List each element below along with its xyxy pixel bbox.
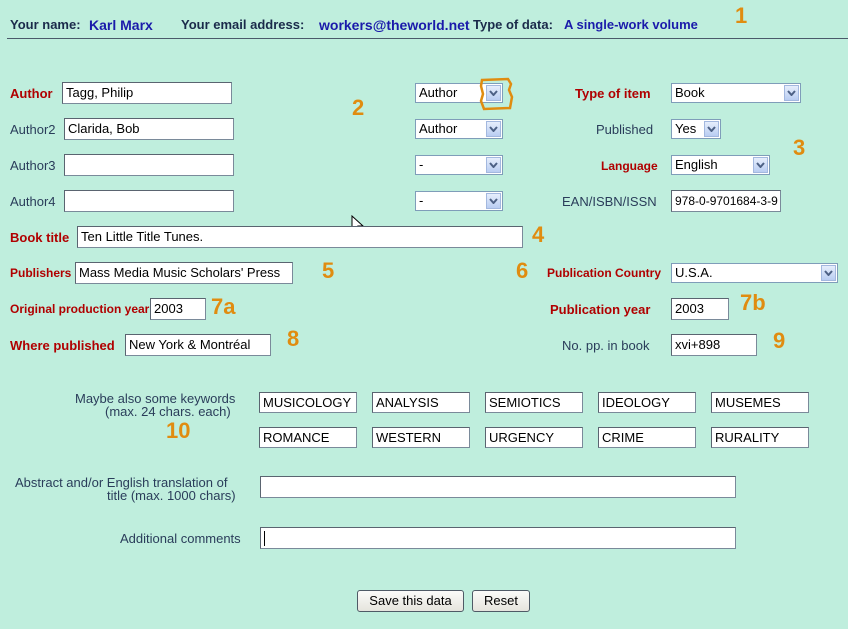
pages-input[interactable]: xvi+898 [671,334,757,356]
data-type-value: A single-work volume [564,17,698,32]
dropdown-highlight-mark [478,76,514,112]
abstract-hint: title (max. 1000 chars) [107,488,236,503]
name-value: Karl Marx [89,17,153,33]
author4-role-value: - [419,193,424,208]
book-title-label: Book title [10,230,70,245]
author2-label: Author2 [10,122,56,137]
keyword-input-7[interactable]: WESTERN [372,427,470,448]
author2-role-select[interactable] [415,119,503,139]
author-label: Author [10,86,53,101]
author3-input[interactable] [64,154,234,176]
ean-isbn-input[interactable]: 978-0-9701684-3-9 [671,190,781,212]
original-year-input[interactable]: 2003 [150,298,206,320]
keyword-input-8[interactable]: URGENCY [485,427,583,448]
comments-input[interactable] [260,527,736,549]
keywords-hint: (max. 24 chars. each) [105,404,231,419]
original-year-label: Original production year [10,302,150,316]
language-value: English [675,157,718,172]
author4-input[interactable] [64,190,234,212]
keyword-input-10[interactable]: RURALITY [711,427,809,448]
chevron-down-icon [821,265,836,281]
publication-year-input[interactable]: 2003 [671,298,729,320]
ean-isbn-label: EAN/ISBN/ISSN [562,194,657,209]
publishers-input[interactable]: Mass Media Music Scholars' Press [75,262,293,284]
chevron-down-icon [704,121,719,137]
author2-role-value: Author [419,121,458,136]
annotation-7b: 7b [740,290,766,315]
publication-country-select[interactable] [671,263,838,283]
language-select[interactable] [671,155,770,175]
author3-role-select[interactable] [415,155,503,175]
keyword-input-4[interactable]: IDEOLOGY [598,392,696,413]
email-value: workers@theworld.net [319,17,470,33]
annotation-4: 4 [532,222,545,247]
published-value: Yes [675,121,697,136]
data-type-label: Type of data: [473,17,553,32]
keyword-input-3[interactable]: SEMIOTICS [485,392,583,413]
type-of-item-select[interactable] [671,83,801,103]
annotation-10: 10 [166,418,191,443]
type-of-item-label: Type of item [575,86,651,101]
publication-country-label: Publication Country [547,266,661,280]
save-button[interactable]: Save this data [357,590,464,612]
text-caret [264,531,265,546]
annotation-7a: 7a [211,294,236,319]
comments-label: Additional comments [120,531,241,546]
publication-country-value: U.S.A. [675,265,713,280]
abstract-label: Abstract and/or English translation of [15,475,228,490]
reset-button[interactable]: Reset [472,590,530,612]
annotation-2: 2 [352,95,365,120]
author4-label: Author4 [10,194,56,209]
annotation-1: 1 [735,3,748,28]
keyword-input-1[interactable]: MUSICOLOGY [259,392,357,413]
author3-role-value: - [419,157,424,172]
book-title-input[interactable]: Ten Little Title Tunes. [77,226,523,248]
type-of-item-value: Book [675,85,705,100]
annotation-6: 6 [516,258,529,283]
keywords-label: Maybe also some keywords [75,391,236,406]
author-input[interactable]: Tagg, Philip [62,82,232,104]
author-role-value: Author [419,85,458,100]
keyword-input-5[interactable]: MUSEMES [711,392,809,413]
publication-year-label: Publication year [550,302,651,317]
publishers-label: Publishers [10,266,72,280]
author3-label: Author3 [10,158,56,173]
annotation-5: 5 [322,258,335,283]
chevron-down-icon [753,157,768,173]
pages-label: No. pp. in book [562,338,650,353]
chevron-down-icon [486,157,501,173]
published-select[interactable] [671,119,721,139]
published-label: Published [596,122,654,137]
header-divider [7,38,848,39]
keyword-input-6[interactable]: ROMANCE [259,427,357,448]
chevron-down-icon [784,85,799,101]
keyword-input-9[interactable]: CRIME [598,427,696,448]
keyword-input-2[interactable]: ANALYSIS [372,392,470,413]
name-label: Your name: [10,17,81,32]
abstract-input[interactable] [260,476,736,498]
chevron-down-icon [486,193,501,209]
where-published-input[interactable]: New York & Montréal [125,334,271,356]
author4-role-select[interactable] [415,191,503,211]
email-label: Your email address: [181,17,305,32]
annotation-3: 3 [793,135,806,160]
language-label: Language [601,159,658,173]
annotation-8: 8 [287,326,300,351]
author2-input[interactable]: Clarida, Bob [64,118,234,140]
annotation-9: 9 [773,328,786,353]
chevron-down-icon [486,121,501,137]
where-published-label: Where published [10,338,115,353]
